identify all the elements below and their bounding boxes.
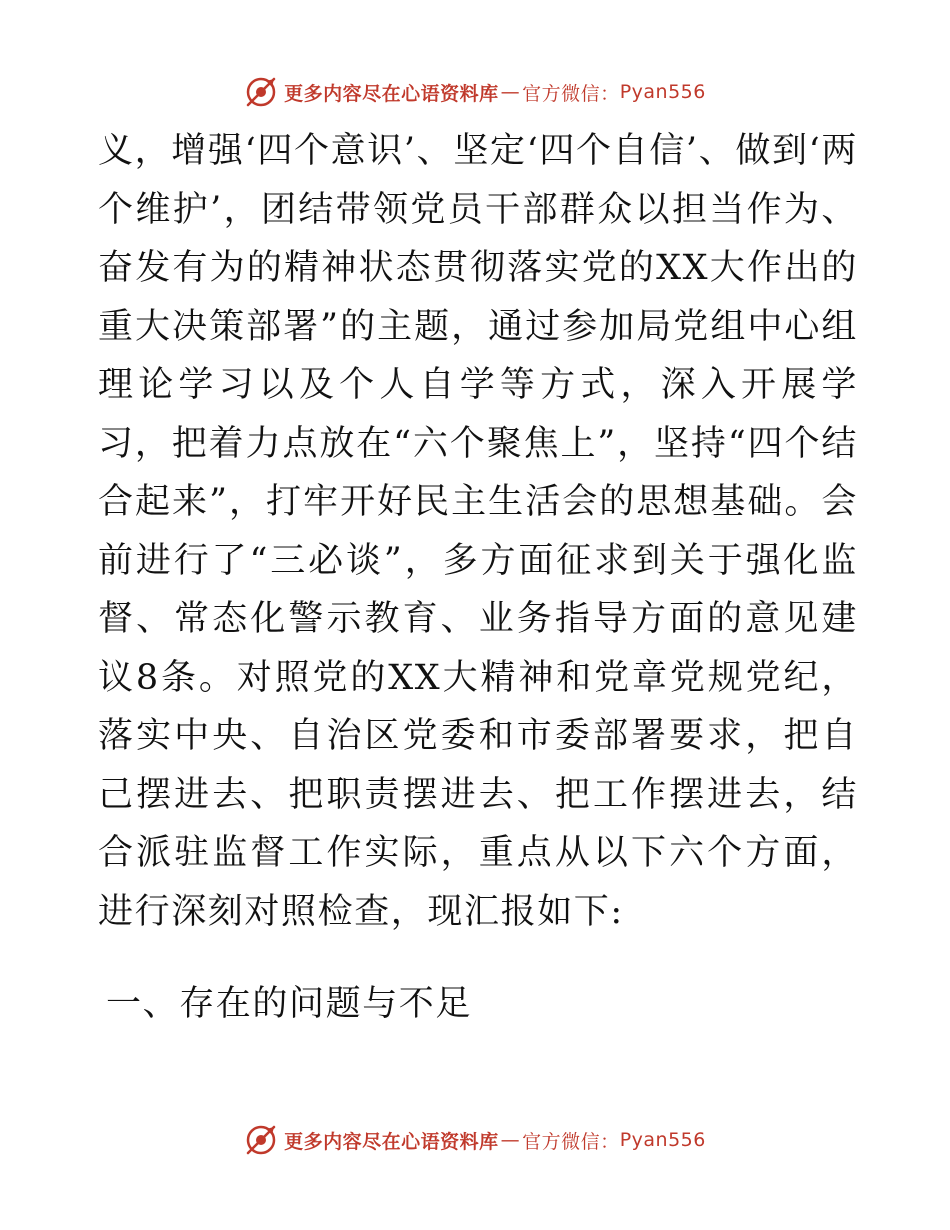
body-paragraph: 义，增强‘四个意识’、坚定‘四个自信’、做到‘两个维护’，团结带领党员干部群众以担当作为、奋发有为的精神状态贯彻落实党的XX大作出的重大决策部署”的主题，通过参加局党组中心组理论学习以及个人自学等方式，深入开展学习，把着力点放在“六个聚焦上”，坚持“四个结合起来”，打牢开好民主生活会的思想基础。会前进行了“三必谈”，多方面征求到关于强化监督、常态化警示教育、业务指导方面的意见建议8条。对照党的XX大精神和党章党规党纪，落实中央、自治区党委和市委部署要求，把自己摆进去、把职责摆进去、把工作摆进去，结合派驻监督工作实际，重点从以下六个方面，进行深刻对照检查，现汇报如下:	[98, 131, 858, 932]
header-watermark	[0, 72, 950, 112]
watermark-wechat-id: Pyan556	[619, 81, 706, 103]
section-heading: 一、存在的问题与不足	[106, 984, 473, 1024]
watermark-label: 官方微信：	[522, 1130, 620, 1153]
watermark-dash: —	[500, 1129, 521, 1151]
footer-watermark	[0, 1120, 950, 1160]
watermark-title: 更多内容尽在心语资料库	[284, 82, 499, 105]
watermark-wechat-id: Pyan556	[619, 1129, 706, 1151]
watermark-dash: —	[500, 81, 521, 103]
watermark-title: 更多内容尽在心语资料库	[284, 1130, 499, 1153]
quill-logo-icon	[244, 75, 278, 109]
quill-logo-icon	[244, 1123, 278, 1157]
watermark-label: 官方微信：	[522, 82, 620, 105]
document-body	[98, 122, 858, 1034]
